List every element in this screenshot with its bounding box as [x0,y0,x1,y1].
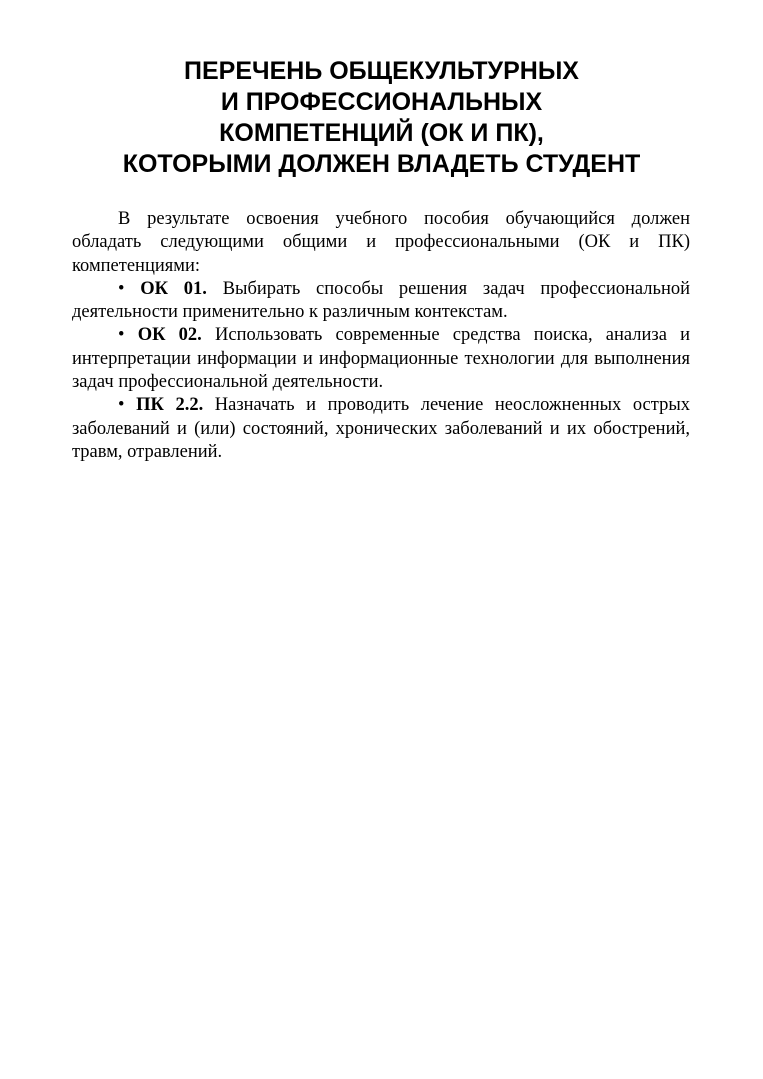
competency-item [72,324,690,394]
competency-text: Использовать современные средства поиска, анализа и интерпретации информации и информационные технологии для выполнения задач профессиональной деятельности. [72,325,691,393]
competency-item [72,394,690,464]
competency-text: Выбирать способы решения задач профессиональной деятельности применительно к различным контекстам. [72,278,691,323]
competency-code: ОК 01. [140,278,207,299]
title-line-4: КОТОРЫМИ ДОЛЖЕН ВЛАДЕТЬ СТУДЕНТ [122,150,641,178]
competency-item [72,278,690,325]
bullet-icon: • [118,325,125,346]
competency-code: ПК 2.2. [136,395,204,416]
title-line-3: КОМПЕТЕНЦИЙ (ОК И ПК), [219,119,544,147]
title-line-2: И ПРОФЕССИОНАЛЬНЫХ [220,88,543,116]
competency-code: ОК 02. [137,325,202,346]
bullet-icon: • [118,395,125,416]
intro-paragraph: В результате освоения учебного пособия обучающийся должен обладать следующими общими и профессиональными (ОК и ПК) компетенциями: [72,209,690,276]
title-line-1: ПЕРЕЧЕНЬ ОБЩЕКУЛЬТУРНЫХ [184,57,579,85]
competency-text: Назначать и проводить лечение неосложненных острых заболеваний и (или) состояний, хронических заболеваний и их обострений, травм, отравлений. [72,395,691,462]
page-title [40,56,723,180]
body-text [72,208,690,464]
bullet-icon: • [118,278,125,299]
